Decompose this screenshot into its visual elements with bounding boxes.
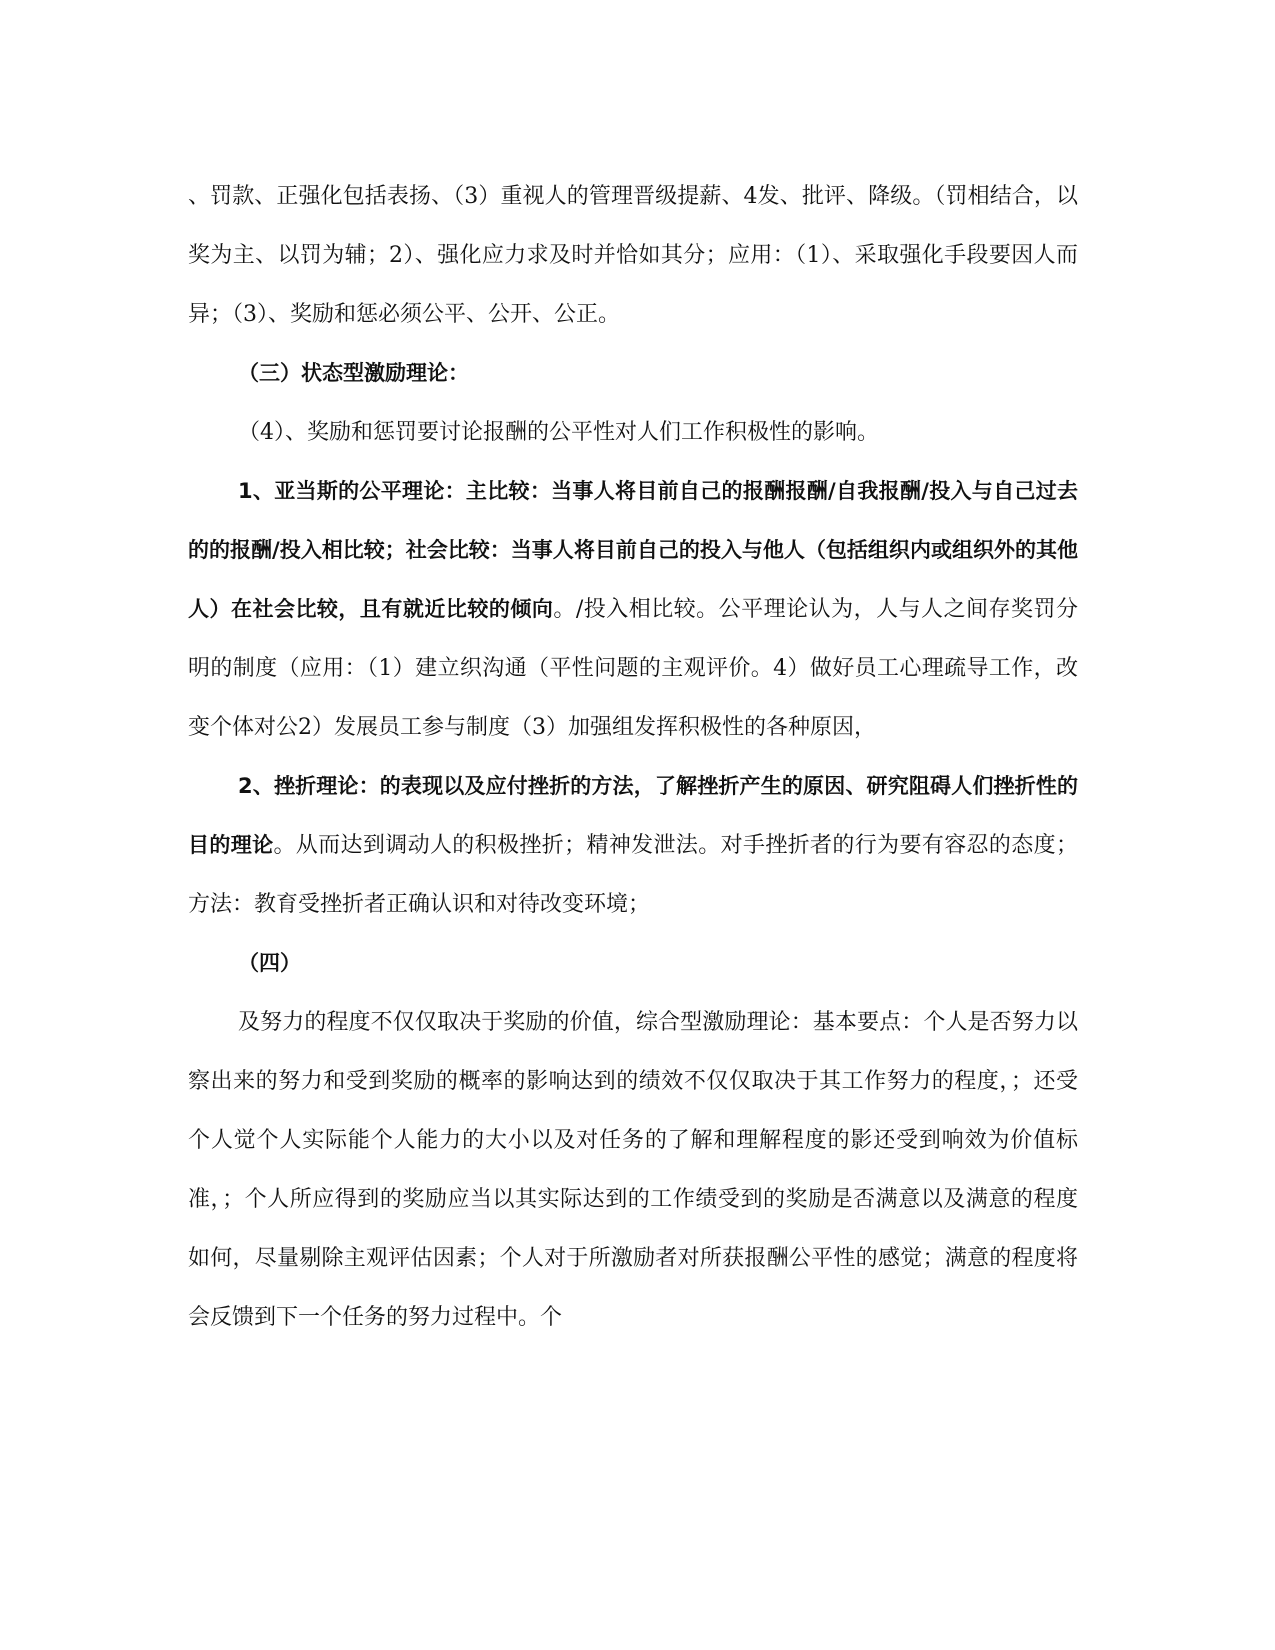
adams-equity-theory-bold: 1、亚当斯的公平理论：主比较：当事人将目前自己的报酬报酬/自我报酬/投入与自己过去的的报酬/投入相比较；社会比较：当事人将目前自己的投入与他人（包括组织内或组织外的其他人）在社会比较，且有就近比较的倾向	[188, 479, 1078, 621]
paragraph-reinforcement-application: 、罚款、正强化包括表扬、（3）重视人的管理晋级提薪、4发、批评、降级。（罚相结合，以奖为主、以罚为辅；2）、强化应力求及时并恰如其分；应用：（1）、采取强化手段要因人而异；（3）、奖励和惩必须公平、公开、公正。	[188, 184, 1078, 327]
document-body	[188, 167, 1078, 1347]
paragraph-reward-punishment: （4）、奖励和惩罚要讨论报酬的公平性对人们工作积极性的影响。	[238, 420, 879, 445]
paragraph-adams-equity-theory	[188, 462, 1078, 757]
frustration-theory-bold: 2、挫折理论：的表现以及应付挫折的方法，了解挫折产生的原因、研究阻碍人们挫折性的目的理论	[188, 774, 1078, 857]
section-heading-state-motivation: （三）状态型激励理论：	[238, 361, 469, 385]
paragraph-comprehensive-motivation: 及努力的程度不仅仅取决于奖励的价值，综合型激励理论：基本要点：个人是否努力以察出来的努力和受到奖励的概率的影响达到的绩效不仅仅取决于其工作努力的程度，；还受个人觉个人实际能个人能力的大小以及对任务的了解和理解程度的影还受到响效为价值标准，；个人所应得到的奖励应当以其实际达到的工作绩受到的奖励是否满意以及满意的程度如何，尽量剔除主观评估因素；个人对于所激励者对所获报酬公平性的感觉；满意的程度将会反馈到下一个任务的努力过程中。个	[188, 1010, 1078, 1330]
frustration-theory-body: 。从而达到调动人的积极挫折；精神发泄法。对手挫折者的行为要有容忍的态度；方法：教育受挫折者正确认识和对待改变环境；	[188, 833, 1078, 917]
adams-equity-theory-body: 。/投入相比较。公平理论认为，人与人之间存奖罚分明的制度（应用：（1）建立织沟通（平性问题的主观评价。4）做好员工心理疏导工作，改变个体对公2）发展员工参与制度（3）加强组发挥积极性的各种原因，	[188, 597, 1078, 740]
section-heading-four: （四）	[238, 951, 301, 975]
paragraph-frustration-theory	[188, 757, 1078, 934]
